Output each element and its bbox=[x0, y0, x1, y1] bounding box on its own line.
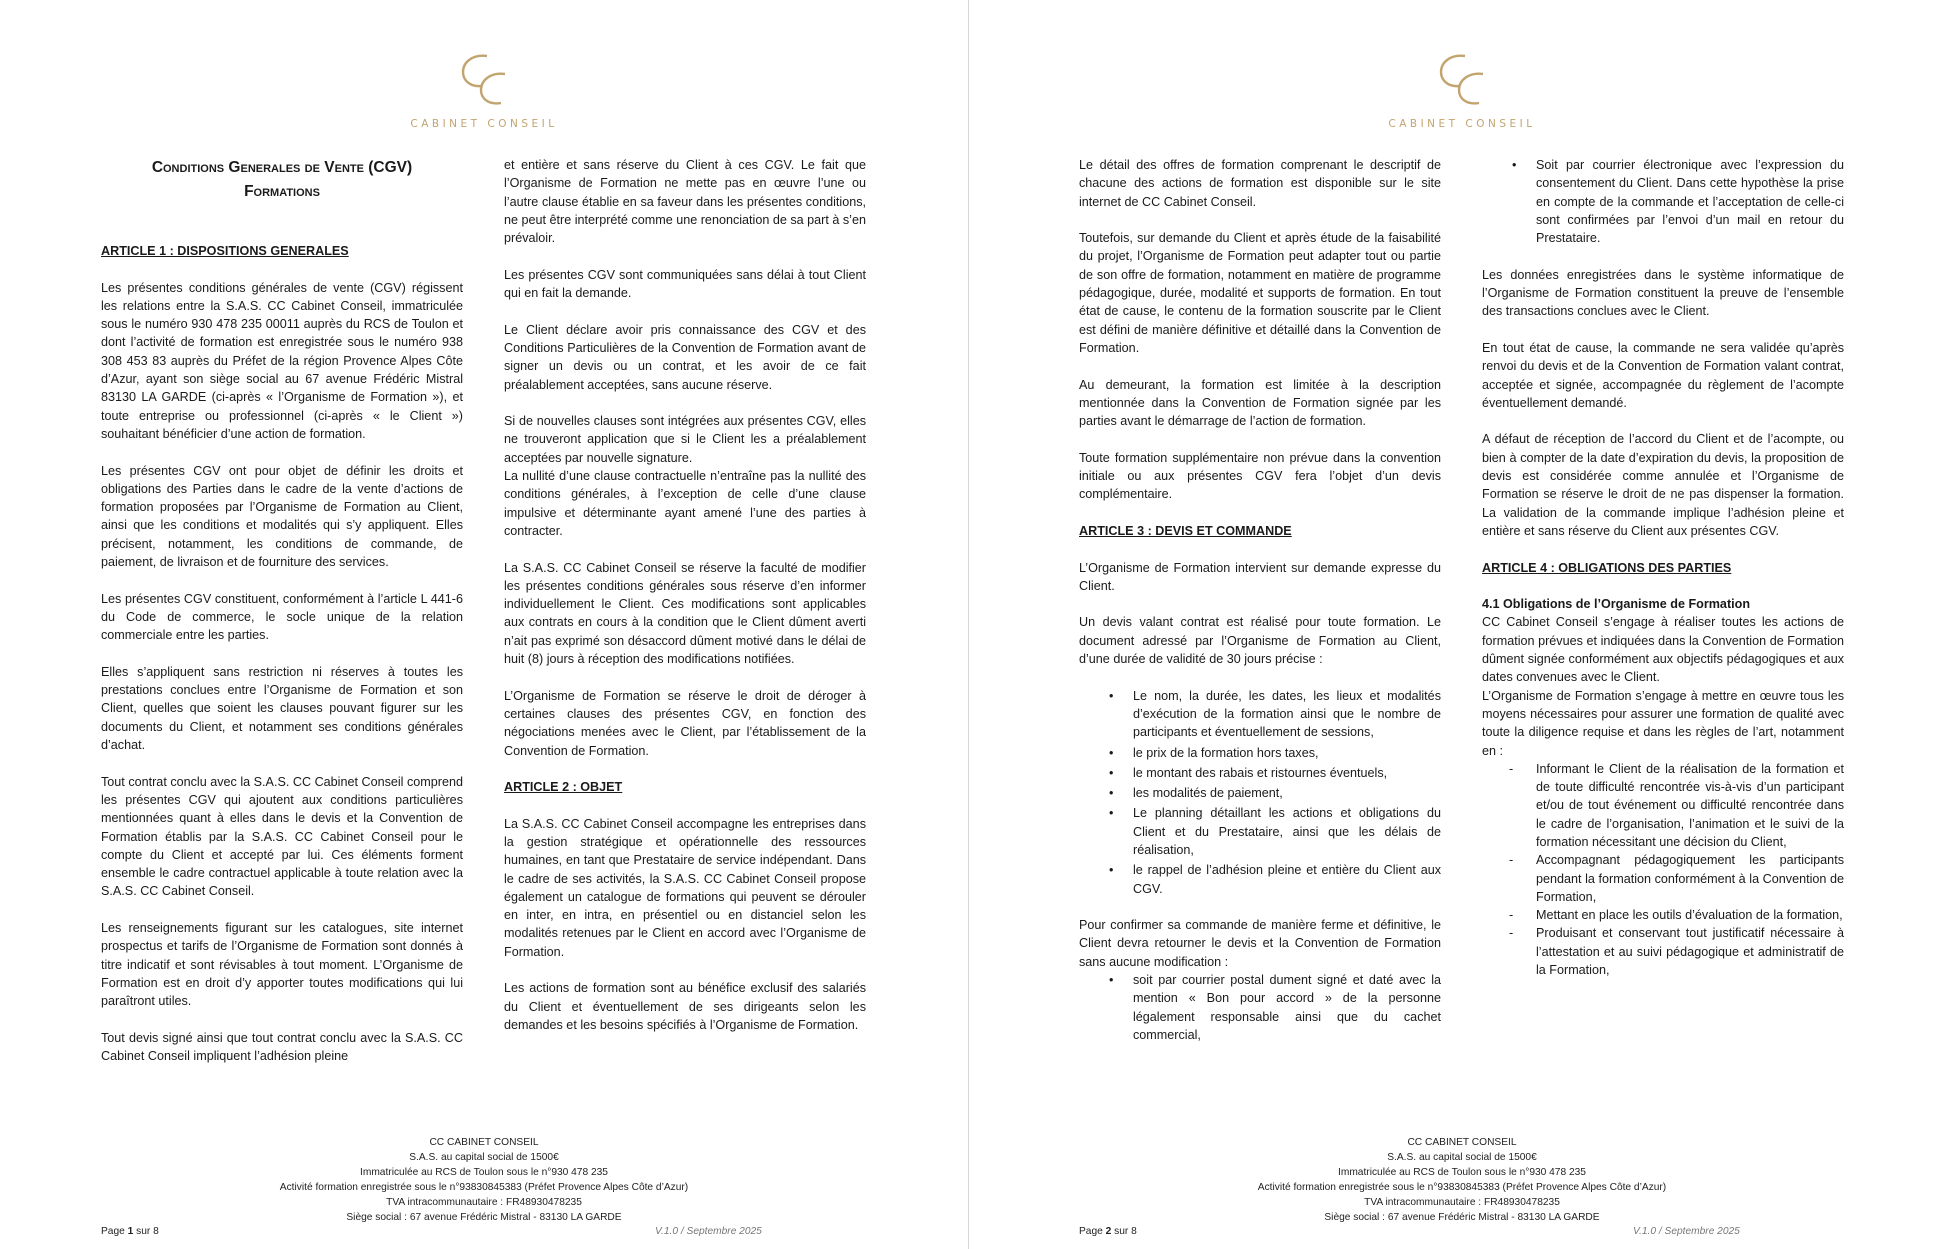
article-4-heading: ARTICLE 4 : OBLIGATIONS DES PARTIES bbox=[1482, 560, 1732, 575]
page-number bbox=[1079, 1226, 1137, 1237]
page1-left-column bbox=[101, 156, 463, 1065]
paragraph: L’Organisme de Formation s’engage à mettre en œuvre tous les moyens nécessaires pour assurer une formation de qualité avec toute la diligence requise et dans les règles de l’art, notamment en : bbox=[1482, 688, 1844, 758]
page-label-suffix: sur 8 bbox=[1111, 1226, 1137, 1237]
paragraph: Au demeurant, la formation est limitée à la description mentionnée dans la Convention de Formation signée par les parties avant le démarrage de l’action de formation. bbox=[1079, 377, 1441, 429]
page-number-value: 1 bbox=[127, 1226, 134, 1237]
list-item: • les modalités de paiement, bbox=[1133, 784, 1441, 802]
list-item: • le rappel de l’adhésion pleine et entière du Client aux CGV. bbox=[1133, 861, 1441, 898]
cc-monogram-icon bbox=[1435, 50, 1489, 108]
list-item: - Accompagnant pédagogiquement les participants pendant la formation conformément à la Convention de Formation, bbox=[1536, 851, 1844, 906]
version-label: V.1.0 / Septembre 2025 bbox=[655, 1226, 762, 1237]
page-label-suffix: sur 8 bbox=[133, 1226, 159, 1237]
paragraph: Le détail des offres de formation comprenant le descriptif de chacune des actions de formation est disponible sur le site internet de CC Cabinet Conseil. bbox=[1079, 158, 1441, 209]
paragraph: La S.A.S. CC Cabinet Conseil accompagne les entreprises dans la gestion stratégique et opérationnelle des ressources humaines, en tant que Prestataire de service indépendant. Dans le cadre de ses activités, la S.A.S. CC Cabinet Conseil propose également un catalogue de formations qui peuvent se dérouler en inter, en intra, en présentiel ou en distanciel selon les modalités retenues par le Client en accord avec l’Organisme de Formation. bbox=[504, 816, 866, 959]
paragraph: Toute formation supplémentaire non prévue dans la convention initiale ou aux présentes CGV fera l’objet d’un devis complémentaire. bbox=[1079, 450, 1441, 502]
confirm-list bbox=[1079, 971, 1441, 1044]
page-label-prefix: Page bbox=[101, 1226, 128, 1237]
paragraph: Un devis valant contrat est réalisé pour toute formation. Le document adressé par l’Organisme de Formation au Client, d’une durée de validité de 30 jours précise : bbox=[1079, 615, 1441, 667]
page-number-value: 2 bbox=[1105, 1226, 1112, 1237]
list-item: • Le nom, la durée, les dates, les lieux et modalités d’exécution de la formation ainsi que le nombre de participants et éventuellement de sessions, bbox=[1133, 687, 1441, 742]
footer-line: CC CABINET CONSEIL bbox=[1407, 1137, 1517, 1148]
footer-line: Immatriculée au RCS de Toulon sous le n°930 478 235 bbox=[360, 1167, 608, 1178]
paragraph: Les présentes conditions générales de vente (CGV) régissent les relations entre la S.A.S. CC Cabinet Conseil, immatriculée sous le numéro 930 478 235 00011 auprès du RCS de Toulon et dont l’activité de formation est enregistrée sous le numéro 938 308 453 83 auprès du Préfet de la région Provence Alpes Côte d’Azur, ayant son siège social au 67 avenue Frédéric Mistral 83130 LA GARDE (ci-après « l’Organisme de Formation »), et toute entreprise ou professionnel (ci-après « le Client ») souhaitant bénéficier d’une action de formation. bbox=[101, 280, 463, 441]
footer-line: CC CABINET CONSEIL bbox=[429, 1137, 539, 1148]
list-item: • Soit par courrier électronique avec l’expression du consentement du Client. Dans cette hypothèse la prise en compte de la commande et l’acceptation de celle-ci sont confirmées par l’envoi d’un mail en retour du Prestataire. bbox=[1536, 156, 1844, 247]
paragraph: L’Organisme de Formation se réserve le droit de déroger à certaines clauses des présentes CGV, en fonction des négociations menées avec le Client, par l’établissement de la Convention de Formation. bbox=[504, 688, 866, 758]
article-1-heading: ARTICLE 1 : DISPOSITIONS GENERALES bbox=[101, 244, 349, 258]
logo-text: CABINET CONSEIL bbox=[410, 118, 558, 130]
paragraph: A défaut de réception de l’accord du Client et de l’acompte, ou bien à compter de la date d’expiration du devis, la proposition de devis est considérée comme annulée et l’Organisme de Formation se réserve le droit de ne pas dispenser la formation. La validation de la commande implique l’adhésion pleine et entière et sans réserve du Client aux présentes CGV. bbox=[1482, 432, 1844, 538]
list-item: • le montant des rabais et ristournes éventuels, bbox=[1133, 764, 1441, 782]
footer-line: S.A.S. au capital social de 1500€ bbox=[409, 1152, 559, 1163]
paragraph: Toutefois, sur demande du Client et après étude de la faisabilité du projet, l’Organisme de Formation peut adapter tout ou partie de son offre de formation, notamment en matière de programme pédagogique, durée, modalité et supports de formation. En tout état de cause, le contenu de la formation souscrite par le Client est défini de manière définitive et détaillé dans la Convention de Formation. bbox=[1079, 231, 1441, 355]
page-2 bbox=[978, 0, 1939, 1249]
article-3-heading: ARTICLE 3 : DEVIS ET COMMANDE bbox=[1079, 523, 1292, 538]
logo bbox=[0, 50, 968, 130]
paragraph: Pour confirmer sa commande de manière ferme et définitive, le Client devra retourner le devis et la Convention de Formation sans aucune modification : bbox=[1079, 918, 1441, 969]
title-line-1: Conditions Generales de Vente (CGV) bbox=[151, 159, 413, 176]
page-label-prefix: Page bbox=[1079, 1226, 1106, 1237]
paragraph: L’Organisme de Formation intervient sur demande expresse du Client. bbox=[1079, 560, 1441, 593]
list-item: - Mettant en place les outils d’évaluation de la formation, bbox=[1536, 906, 1844, 924]
footer-line: Activité formation enregistrée sous le n°93830845383 (Préfet Provence Alpes Côte d’Azur) bbox=[279, 1182, 689, 1193]
footer-line: Activité formation enregistrée sous le n°93830845383 (Préfet Provence Alpes Côte d’Azur) bbox=[1257, 1182, 1667, 1193]
footer-line: TVA intracommunautaire : FR48930478235 bbox=[1364, 1197, 1560, 1208]
page-footer bbox=[978, 1135, 1939, 1225]
version-label: V.1.0 / Septembre 2025 bbox=[1633, 1226, 1740, 1237]
footer-line: Immatriculée au RCS de Toulon sous le n°930 478 235 bbox=[1338, 1167, 1586, 1178]
article-2-heading: ARTICLE 2 : OBJET bbox=[504, 780, 623, 795]
title-line-2: Formations bbox=[244, 183, 320, 200]
paragraph: Tout contrat conclu avec la S.A.S. CC Cabinet Conseil comprend les présentes CGV qui ajoutent aux conditions particulières mentionnées quant à elles dans le devis et la Convention de Formation établis par la S.A.S. CC Cabinet Conseil pour le compte du Client et accepté par lui. Ces éléments forment ensemble le cadre contractuel applicable à toute relation avec la S.A.S. CC Cabinet Conseil. bbox=[101, 774, 463, 899]
paragraph: En tout état de cause, la commande ne sera validée qu’après renvoi du devis et de la Convention de Formation valant contrat, acceptée et signée, accompagnée du règlement de l’acompte éventuellement demandé. bbox=[1482, 340, 1844, 410]
paragraph: Les actions de formation sont au bénéfice exclusif des salariés du Client et éventuellement de ses dirigeants selon les demandes et les besoins spécifiés à l’Organisme de Formation. bbox=[504, 981, 866, 1032]
logo-text: CABINET CONSEIL bbox=[1388, 118, 1536, 130]
obligations-list bbox=[1482, 760, 1844, 980]
list-item: • Le planning détaillant les actions et obligations du Client et du Prestataire, ainsi que les délais de réalisation, bbox=[1133, 804, 1441, 859]
paragraph: Elles s’appliquent sans restriction ni réserves à toutes les prestations conclues entre l’Organisme de Formation et son Client, quelles que soient les clauses pouvant figurer sur les documents du Client, et notamment ses conditions générales d’achat. bbox=[101, 664, 463, 753]
list-item: • soit par courrier postal dument signé et daté avec la mention « Bon pour accord » de la personne légalement responsable ainsi que du cachet commercial, bbox=[1133, 971, 1441, 1044]
list-item: - Produisant et conservant tout justificatif nécessaire à l’attestation et au suivi pédagogique et administratif de la Formation, bbox=[1536, 924, 1844, 979]
cc-monogram-icon bbox=[457, 50, 511, 108]
page2-right-column bbox=[1482, 156, 1844, 979]
list-item: • le prix de la formation hors taxes, bbox=[1133, 744, 1441, 762]
paragraph: Les présentes CGV ont pour objet de définir les droits et obligations des Parties dans le cadre de la vente d’actions de formation proposées par l’Organisme de Formation au Client, ainsi que les conditions et modalités qui s’y appliquent. Elles précisent, notamment, les conditions de commande, de paiement, de livraison et de fourniture des services. bbox=[101, 463, 463, 570]
page-footer bbox=[0, 1135, 968, 1225]
footer-line: S.A.S. au capital social de 1500€ bbox=[1387, 1152, 1537, 1163]
paragraph: Les données enregistrées dans le système informatique de l’Organisme de Formation constituent la preuve de l’ensemble des transactions conclues avec le Client. bbox=[1482, 267, 1844, 319]
paragraph: La nullité d’une clause contractuelle n’entraîne pas la nullité des conditions générales, à l’exception de celle d’une clause impulsive et déterminante ayant amené l’une des parties à contracter. bbox=[504, 469, 866, 538]
page-number bbox=[101, 1226, 159, 1237]
paragraph: et entière et sans réserve du Client à ces CGV. Le fait que l’Organisme de Formation ne mette pas en œuvre l’une ou l’autre clause établie en sa faveur dans les présentes conditions, ne peut être interprété comme une renonciation de sa part à s’en prévaloir. bbox=[504, 158, 866, 246]
logo bbox=[978, 50, 1939, 130]
page-gutter bbox=[968, 0, 978, 1249]
paragraph: Les présentes CGV constituent, conformément à l’article L 441-6 du Code de commerce, le socle unique de la relation commerciale entre les parties. bbox=[101, 591, 463, 643]
paragraph: Les renseignements figurant sur les catalogues, site internet prospectus et tarifs de l’Organisme de Formation sont donnés à titre indicatif et sont révisables à tout moment. L’Organisme de Formation est en droit d’y apporter toutes modifications qui lui paraîtront utiles. bbox=[101, 920, 463, 1009]
page-1 bbox=[0, 0, 968, 1249]
paragraph: CC Cabinet Conseil s’engage à réaliser toutes les actions de formation prévues et indiquées dans la Convention de Formation dûment signée conformément aux objectifs pédagogiques et aux dates convenues avec le Client. bbox=[1482, 615, 1844, 685]
paragraph: Si de nouvelles clauses sont intégrées aux présentes CGV, elles ne trouveront application que si le Client les a préalablement acceptées par nouvelle signature. bbox=[504, 414, 866, 465]
page1-right-column bbox=[504, 156, 866, 1053]
paragraph: La S.A.S. CC Cabinet Conseil se réserve la faculté de modifier les présentes conditions générales sous réserve d’en informer individuellement le Client. Ces modifications sont applicables aux contrats en cours à la condition que le Client dûment averti n’ait pas exprimé son désaccord dûment motivé dans le délai de huit (8) jours à réception des modifications notifiées. bbox=[504, 560, 866, 667]
devis-items-list bbox=[1079, 687, 1441, 898]
paragraph: Le Client déclare avoir pris connaissance des CGV et des Conditions Particulières de la Convention de Formation avant de signer un devis ou un contrat, et les avoir de ce fait préalablement acceptées, sans aucune réserve. bbox=[504, 322, 866, 392]
article-4-1-heading: 4.1 Obligations de l’Organisme de Formation bbox=[1482, 597, 1751, 612]
confirm-list-continued bbox=[1482, 156, 1844, 247]
footer-line: Siège social : 67 avenue Frédéric Mistral - 83130 LA GARDE bbox=[1324, 1212, 1600, 1223]
footer-line: TVA intracommunautaire : FR48930478235 bbox=[386, 1197, 582, 1208]
paragraph: Tout devis signé ainsi que tout contrat conclu avec la S.A.S. CC Cabinet Conseil impliquent l’adhésion pleine bbox=[101, 1030, 463, 1064]
list-item: - Informant le Client de la réalisation de la formation et de toute difficulté rencontrée vis-à-vis d’un participant et/ou de tout événement ou difficulté rencontrée dans le cadre de l’organisation, l’animation et le suivi de la formation nécessitant une décision du Client, bbox=[1536, 760, 1844, 851]
paragraph: Les présentes CGV sont communiquées sans délai à tout Client qui en fait la demande. bbox=[504, 267, 866, 301]
document-title bbox=[101, 156, 463, 204]
page2-left-column bbox=[1079, 156, 1441, 1063]
footer-line: Siège social : 67 avenue Frédéric Mistral - 83130 LA GARDE bbox=[346, 1212, 622, 1223]
